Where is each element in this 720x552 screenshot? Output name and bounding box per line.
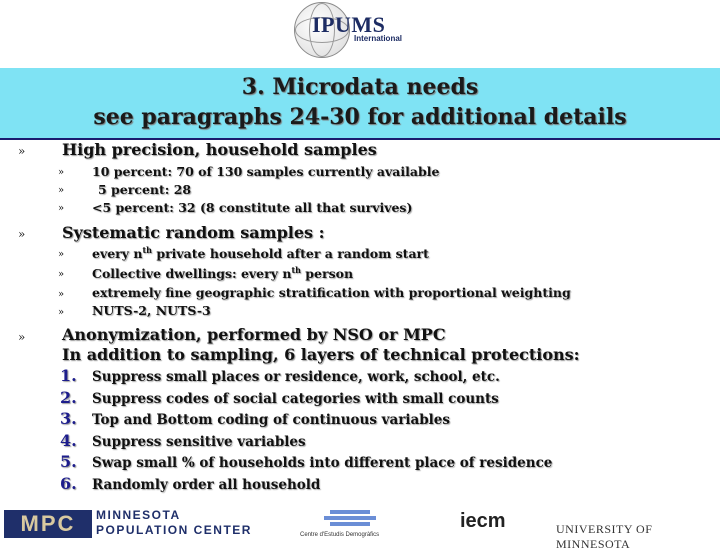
slide-title: [0, 72, 720, 132]
list-number: 2.: [60, 388, 77, 407]
numbered-item: Swap small % of households into different place of residence: [92, 455, 553, 471]
list-number: 4.: [60, 431, 77, 450]
sub-bullet-marker: »: [58, 249, 65, 260]
numbered-item: Suppress small places or residence, work, school, etc.: [92, 369, 500, 385]
logo-subtitle: International: [354, 34, 403, 43]
list-number: 5.: [60, 452, 77, 471]
umn-logo: UNIVERSITY OF MINNESOTA: [556, 522, 653, 551]
mpc-name: [96, 508, 252, 538]
bullet-marker: »: [18, 330, 26, 344]
sub-bullet-marker: »: [58, 185, 65, 196]
bullet-marker: »: [18, 227, 26, 241]
section-heading: High precision, household samples: [62, 140, 377, 159]
list-number: 6.: [60, 474, 77, 493]
section-heading: Anonymization, performed by NSO or MPC: [62, 325, 446, 344]
slide-body: [0, 138, 720, 502]
list-item: [92, 245, 429, 261]
list-number: 1.: [60, 366, 77, 385]
numbered-item: Suppress sensitive variables: [92, 434, 306, 450]
item-text: every n: [92, 246, 143, 262]
ipums-logo: [288, 0, 404, 60]
sub-bullet-marker: »: [58, 203, 65, 214]
sub-bullet-marker: »: [58, 167, 65, 178]
list-item: extremely fine geographic stratification with proportional weighting: [92, 285, 571, 300]
item-text: private household after a random start: [151, 246, 429, 262]
ced-logo-bar: [324, 516, 376, 520]
section-subheading: In addition to sampling, 6 layers of technical protections:: [62, 345, 580, 364]
title-line-1: 3. Microdata needs: [241, 74, 479, 100]
ced-logo-bar: [330, 522, 370, 526]
bullet-marker: »: [18, 144, 26, 158]
logo-wordmark: IPUMS: [312, 12, 386, 37]
ced-logo-bar: [330, 510, 370, 514]
section-heading: Systematic random samples :: [62, 223, 325, 242]
list-item: 10 percent: 70 of 130 samples currently available: [92, 164, 440, 179]
sub-bullet-marker: »: [58, 269, 65, 280]
list-number: 3.: [60, 409, 77, 428]
numbered-item: Randomly order all household: [92, 477, 321, 493]
item-text: person: [300, 266, 354, 282]
list-item: [92, 265, 353, 281]
sub-bullet-marker: »: [58, 289, 65, 300]
mpc-name-line-1: MINNESOTA: [96, 508, 181, 522]
title-line-2: see paragraphs 24-30 for additional details: [93, 104, 627, 130]
mpc-name-line-2: POPULATION CENTER: [96, 523, 252, 537]
superscript: th: [142, 245, 152, 255]
numbered-item: Suppress codes of social categories with small counts: [92, 391, 499, 407]
list-item: 5 percent: 28: [98, 182, 192, 197]
ced-label: Centre d'Estudis Demogràfics: [300, 532, 380, 538]
item-text: Collective dwellings: every n: [92, 266, 292, 282]
list-item: NUTS-2, NUTS-3: [92, 303, 211, 318]
footer: [0, 502, 720, 551]
superscript: th: [291, 265, 301, 275]
sub-bullet-marker: »: [58, 307, 65, 318]
mpc-logo: MPC: [4, 510, 92, 538]
numbered-item: Top and Bottom coding of continuous variables: [92, 412, 450, 428]
iecm-logo: iecm: [460, 510, 506, 532]
ced-logo: [300, 508, 396, 540]
list-item: <5 percent: 32 (8 constitute all that survives): [92, 200, 413, 215]
